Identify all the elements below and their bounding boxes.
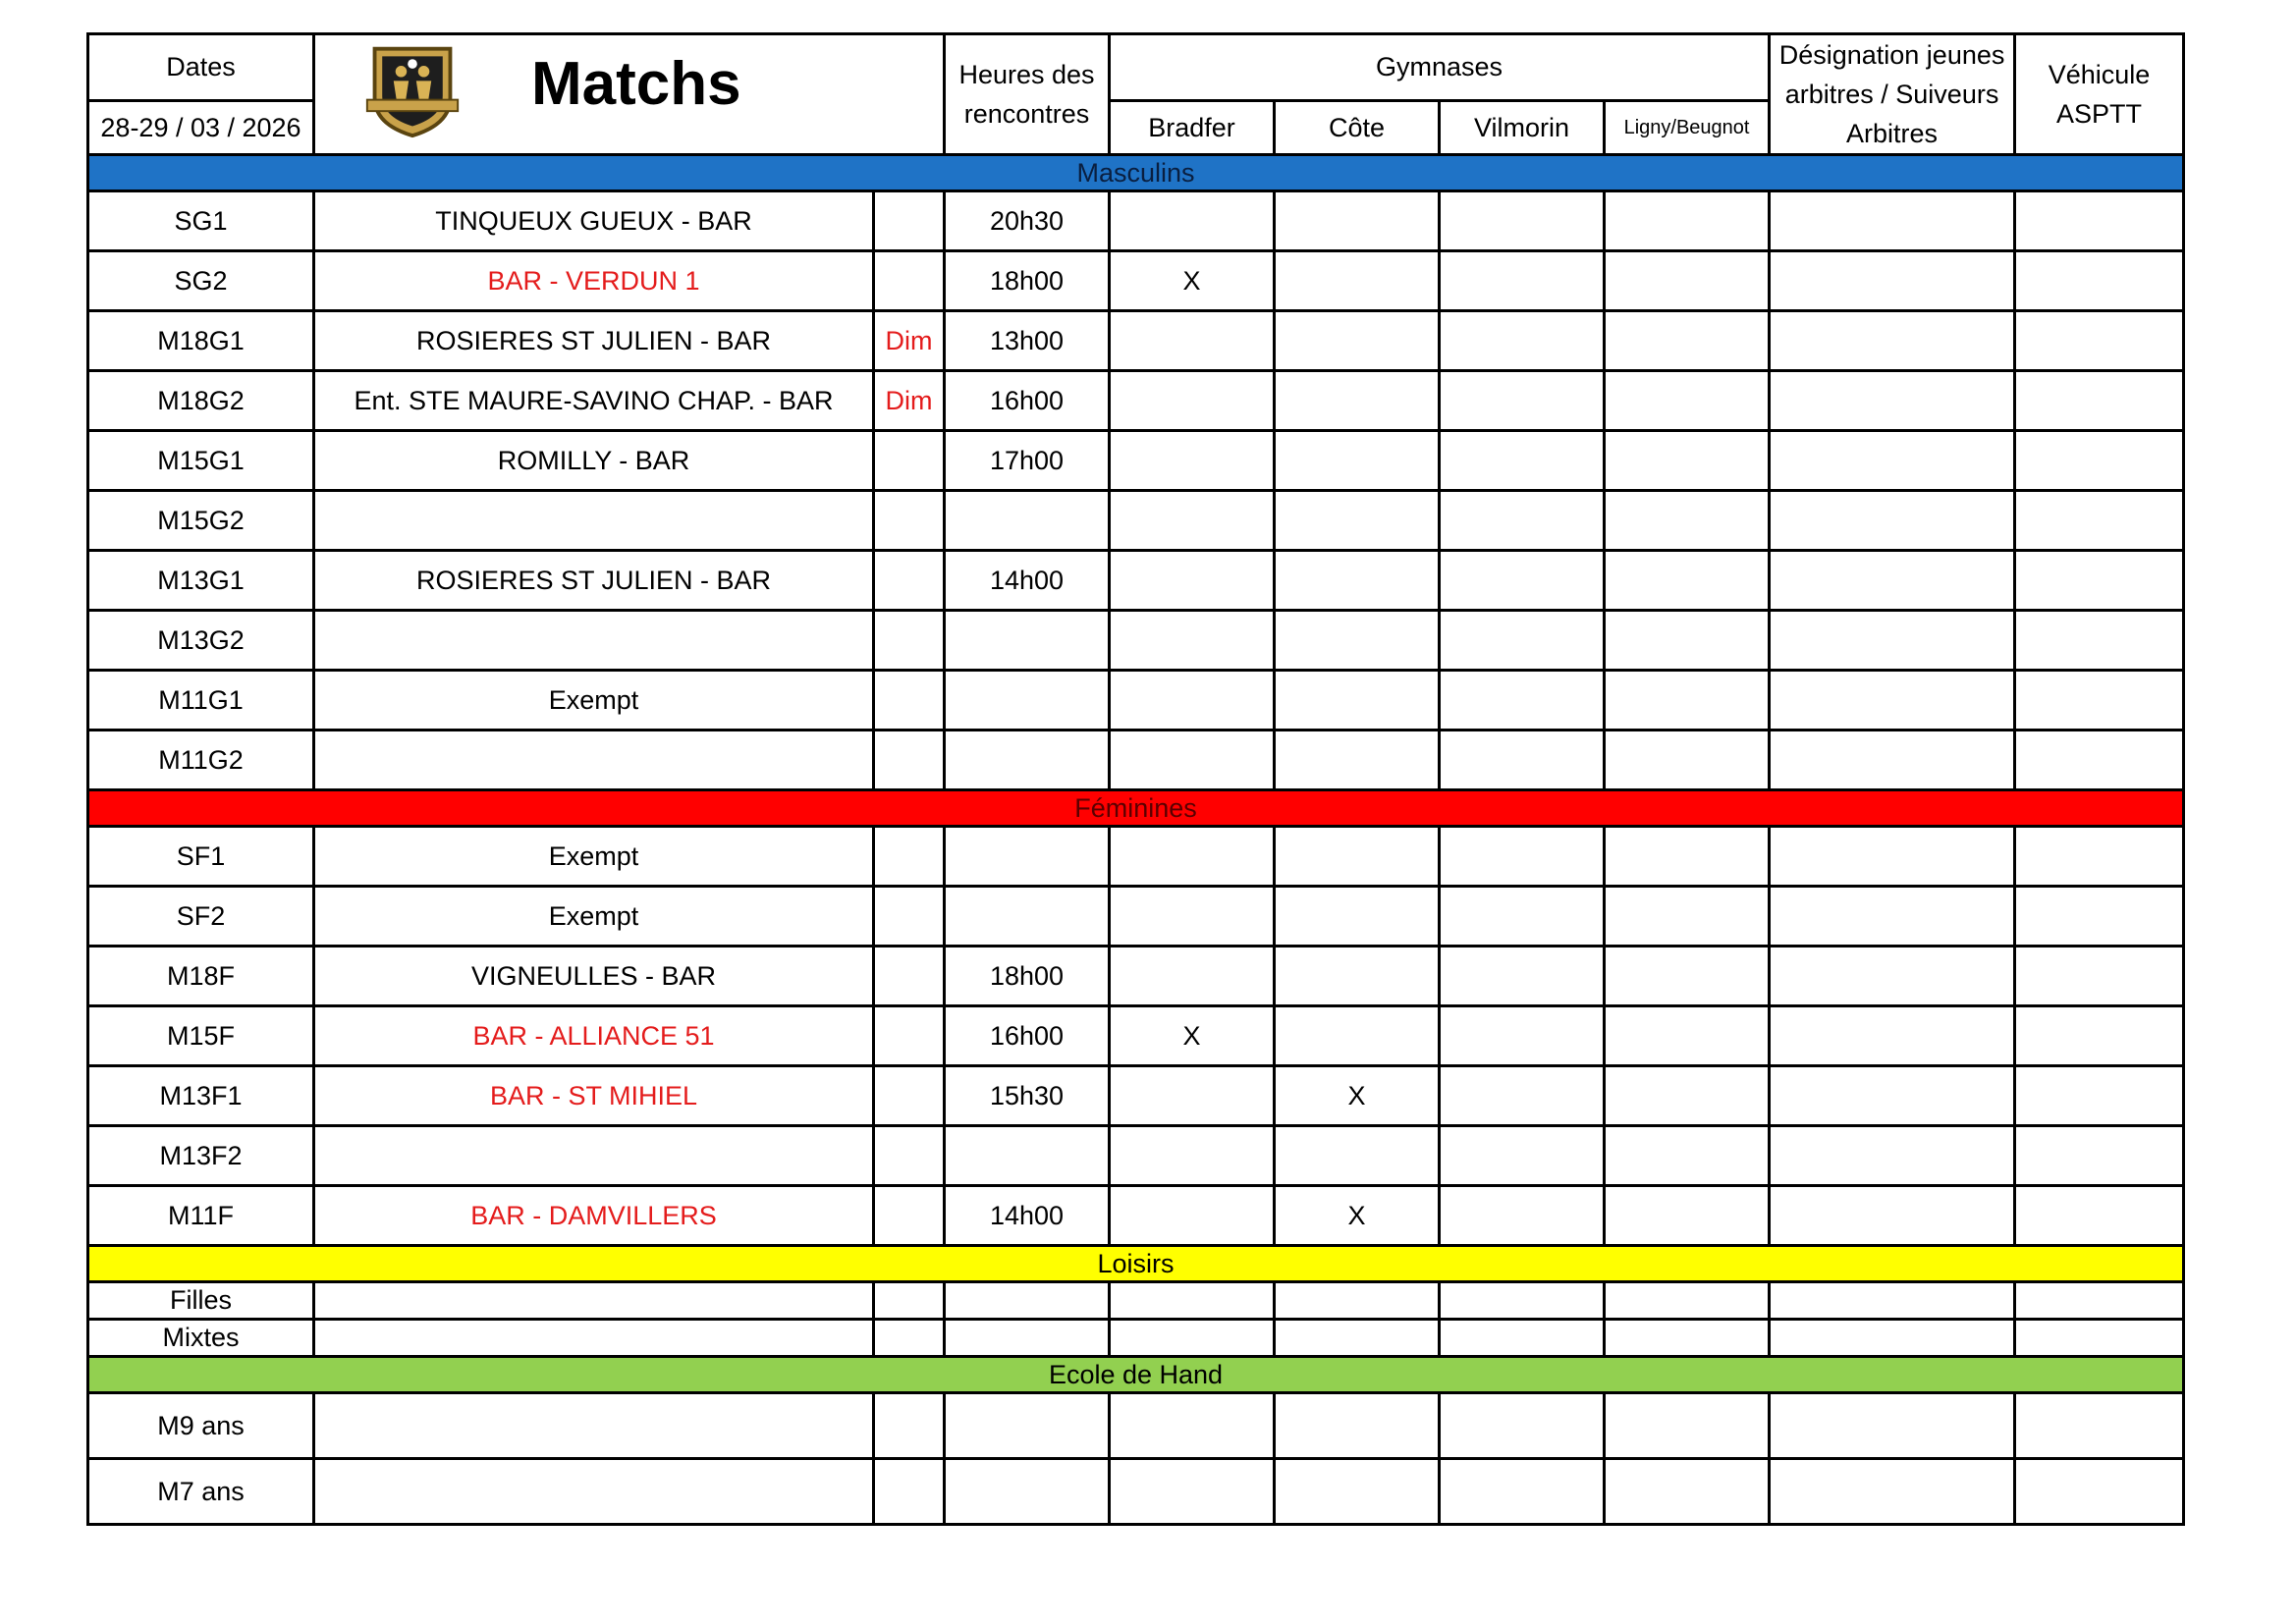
gym-ligny-cell [1605,371,1770,431]
match-cell [314,1126,874,1186]
gym-bradfer-cell [1110,731,1275,790]
gym-bradfer-cell: X [1110,1006,1275,1066]
designation-cell [1770,551,2015,611]
time-cell: 16h00 [945,371,1110,431]
match-cell: BAR - ST MIHIEL [314,1066,874,1126]
designation-cell [1770,611,2015,671]
vehicule-cell [2015,887,2184,947]
gym-vilmorin-cell [1440,311,1605,371]
category-cell: M11F [88,1186,314,1246]
time-cell: 15h30 [945,1066,1110,1126]
designation-cell [1770,1006,2015,1066]
match-cell: ROSIERES ST JULIEN - BAR [314,551,874,611]
gym-cote-cell [1275,191,1440,251]
match-cell: Exempt [314,887,874,947]
gym-ligny-cell [1605,431,1770,491]
table-row [88,1320,2184,1357]
gym-ligny-cell [1605,311,1770,371]
gym-vilmorin-cell [1440,1186,1605,1246]
table-row [88,947,2184,1006]
club-logo-icon [364,41,461,139]
gym-cote-cell [1275,491,1440,551]
vehicule-cell [2015,947,2184,1006]
day-cell [874,251,945,311]
vehicule-cell [2015,1066,2184,1126]
time-cell: 18h00 [945,251,1110,311]
time-cell [945,827,1110,887]
gym-ligny-cell [1605,731,1770,790]
day-cell [874,1126,945,1186]
designation-header: Désignation jeunes arbitres / Suiveurs Arbitres [1770,34,2015,155]
match-cell: Exempt [314,827,874,887]
gym-cote-cell [1275,371,1440,431]
time-cell [945,1393,1110,1459]
category-cell: M13F1 [88,1066,314,1126]
day-cell [874,1186,945,1246]
gym-cote-cell: X [1275,1066,1440,1126]
table-row [88,1282,2184,1320]
vehicule-cell [2015,1393,2184,1459]
section-masculins-label: Masculins [88,155,2184,191]
time-cell [945,491,1110,551]
category-cell: SG2 [88,251,314,311]
time-cell [945,611,1110,671]
category-cell: Mixtes [88,1320,314,1357]
gym-ligny-cell [1605,827,1770,887]
category-cell: M18G1 [88,311,314,371]
gym-ligny-cell [1605,1186,1770,1246]
gym-vilmorin-cell [1440,431,1605,491]
gym-ligny-cell [1605,1282,1770,1320]
gym-cote-cell [1275,551,1440,611]
table-row [88,1066,2184,1126]
category-cell: M13G2 [88,611,314,671]
gym-cote-cell [1275,431,1440,491]
gym-bradfer-cell [1110,371,1275,431]
vehicule-cell [2015,191,2184,251]
gym-bradfer-cell [1110,1320,1275,1357]
gym-vilmorin-cell [1440,251,1605,311]
designation-cell [1770,1393,2015,1459]
gym-bradfer-cell [1110,1066,1275,1126]
gym-bradfer-cell [1110,947,1275,1006]
table-row [88,887,2184,947]
gym-ligny-cell [1605,1459,1770,1525]
gym-cote-cell [1275,1006,1440,1066]
match-cell [314,1320,874,1357]
time-cell [945,1282,1110,1320]
table-row [88,1393,2184,1459]
table-row [88,431,2184,491]
gym-vilmorin-cell [1440,611,1605,671]
gym-vilmorin-cell [1440,731,1605,790]
day-cell [874,1393,945,1459]
table-row [88,1186,2184,1246]
day-cell [874,431,945,491]
section-loisirs [88,1246,2184,1282]
gym-vilmorin-cell [1440,371,1605,431]
category-cell: Filles [88,1282,314,1320]
match-cell [314,611,874,671]
gym-vilmorin-cell [1440,827,1605,887]
match-cell [314,1459,874,1525]
vehicule-cell [2015,731,2184,790]
vehicule-cell [2015,1006,2184,1066]
gym-cote-cell [1275,947,1440,1006]
page-title: Matchs [531,50,741,118]
gym-cote-cell: X [1275,1186,1440,1246]
gym-vilmorin-cell [1440,1320,1605,1357]
designation-cell [1770,311,2015,371]
category-cell: SF2 [88,887,314,947]
category-cell: M18F [88,947,314,1006]
match-cell: BAR - DAMVILLERS [314,1186,874,1246]
section-masculins [88,155,2184,191]
match-cell: VIGNEULLES - BAR [314,947,874,1006]
match-cell: ROSIERES ST JULIEN - BAR [314,311,874,371]
dates-value: 28-29 / 03 / 2026 [88,101,314,155]
table-row [88,671,2184,731]
gym-bradfer-cell [1110,671,1275,731]
gym-ligny-cell [1605,887,1770,947]
gym-ligny-cell [1605,1006,1770,1066]
gym-vilmorin-cell [1440,1282,1605,1320]
designation-cell [1770,371,2015,431]
designation-cell [1770,431,2015,491]
designation-cell [1770,191,2015,251]
gym-vilmorin-cell [1440,1393,1605,1459]
gym-cote-cell [1275,887,1440,947]
designation-cell [1770,491,2015,551]
gym-bradfer-cell [1110,491,1275,551]
gym-cote-cell [1275,827,1440,887]
designation-cell [1770,1282,2015,1320]
designation-cell [1770,731,2015,790]
vehicule-cell [2015,251,2184,311]
designation-cell [1770,947,2015,1006]
gym-cote-cell [1275,251,1440,311]
time-cell: 14h00 [945,1186,1110,1246]
match-cell [314,731,874,790]
match-cell: Exempt [314,671,874,731]
table-row [88,1459,2184,1525]
gym-bradfer-cell: X [1110,251,1275,311]
table-row [88,1126,2184,1186]
gym-vilmorin-cell [1440,671,1605,731]
gym-vilmorin-cell [1440,1126,1605,1186]
time-cell: 13h00 [945,311,1110,371]
category-cell: M13G1 [88,551,314,611]
vehicule-cell [2015,311,2184,371]
match-cell: TINQUEUX GUEUX - BAR [314,191,874,251]
vehicule-cell [2015,611,2184,671]
gym-ligny-cell [1605,551,1770,611]
match-cell: Ent. STE MAURE-SAVINO CHAP. - BAR [314,371,874,431]
time-cell [945,1459,1110,1525]
gym-bradfer-cell [1110,1393,1275,1459]
day-cell [874,551,945,611]
gym-ligny-cell [1605,671,1770,731]
gym-vilmorin-cell [1440,887,1605,947]
day-cell [874,1320,945,1357]
category-cell: M7 ans [88,1459,314,1525]
gym-ligny-cell [1605,1066,1770,1126]
designation-cell [1770,1320,2015,1357]
time-cell [945,1320,1110,1357]
gym-vilmorin-cell [1440,1459,1605,1525]
day-cell [874,611,945,671]
gym-ligny-cell [1605,611,1770,671]
designation-cell [1770,827,2015,887]
section-loisirs-label: Loisirs [88,1246,2184,1282]
category-cell: M13F2 [88,1126,314,1186]
gymnases-header: Gymnases [1110,34,1770,101]
gym-bradfer-cell [1110,1459,1275,1525]
gym-ligny-cell [1605,251,1770,311]
gym-bradfer-cell [1110,1282,1275,1320]
gym-vilmorin-cell [1440,191,1605,251]
section-ecole-de-hand-label: Ecole de Hand [88,1357,2184,1393]
category-cell: SF1 [88,827,314,887]
time-cell [945,671,1110,731]
vehicule-cell [2015,1320,2184,1357]
section-feminines-label: Féminines [88,790,2184,827]
gym-bradfer-cell [1110,887,1275,947]
designation-cell [1770,671,2015,731]
gym-ligny-cell [1605,191,1770,251]
heures-header: Heures des rencontres [945,34,1110,155]
gym-ligny-cell [1605,491,1770,551]
category-cell: M15G1 [88,431,314,491]
gym-cote-cell [1275,311,1440,371]
gym-bradfer-cell [1110,611,1275,671]
table-row [88,611,2184,671]
day-cell [874,887,945,947]
time-cell: 14h00 [945,551,1110,611]
vehicule-cell [2015,1126,2184,1186]
designation-cell [1770,251,2015,311]
vehicule-cell [2015,1459,2184,1525]
table-row [88,191,2184,251]
table-row [88,551,2184,611]
day-cell [874,731,945,790]
gym-header-bradfer: Bradfer [1110,101,1275,155]
gym-cote-cell [1275,1459,1440,1525]
gym-vilmorin-cell [1440,947,1605,1006]
section-ecole-de-hand [88,1357,2184,1393]
gym-header-vilmorin: Vilmorin [1440,101,1605,155]
gym-ligny-cell [1605,947,1770,1006]
designation-cell [1770,1459,2015,1525]
category-cell: M15G2 [88,491,314,551]
gym-bradfer-cell [1110,431,1275,491]
time-cell: 17h00 [945,431,1110,491]
gym-header-cote: Côte [1275,101,1440,155]
gym-bradfer-cell [1110,1126,1275,1186]
day-cell [874,191,945,251]
vehicule-cell [2015,431,2184,491]
category-cell: M11G1 [88,671,314,731]
table-row [88,731,2184,790]
gym-vilmorin-cell [1440,1066,1605,1126]
vehicule-cell [2015,827,2184,887]
table-row [88,491,2184,551]
vehicule-cell [2015,1186,2184,1246]
time-cell: 16h00 [945,1006,1110,1066]
gym-vilmorin-cell [1440,491,1605,551]
table-row [88,827,2184,887]
gym-vilmorin-cell [1440,551,1605,611]
category-cell: M15F [88,1006,314,1066]
day-cell [874,491,945,551]
designation-cell [1770,1186,2015,1246]
table-row [88,251,2184,311]
gym-ligny-cell [1605,1320,1770,1357]
category-cell: M11G2 [88,731,314,790]
gym-header-ligny-beugnot: Ligny/Beugnot [1605,101,1770,155]
day-cell [874,1459,945,1525]
vehicule-cell [2015,671,2184,731]
designation-cell [1770,1066,2015,1126]
day-cell [874,671,945,731]
gym-ligny-cell [1605,1126,1770,1186]
match-schedule-table [86,32,2185,1526]
dates-label: Dates [88,34,314,101]
designation-cell [1770,1126,2015,1186]
vehicule-cell [2015,371,2184,431]
time-cell [945,887,1110,947]
gym-cote-cell [1275,1320,1440,1357]
day-cell [874,947,945,1006]
designation-cell [1770,887,2015,947]
match-cell [314,1393,874,1459]
day-cell [874,1282,945,1320]
day-cell: Dim [874,371,945,431]
day-cell: Dim [874,311,945,371]
category-cell: M9 ans [88,1393,314,1459]
match-cell [314,1282,874,1320]
gym-cote-cell [1275,671,1440,731]
time-cell: 20h30 [945,191,1110,251]
time-cell: 18h00 [945,947,1110,1006]
day-cell [874,1066,945,1126]
vehicule-cell [2015,551,2184,611]
gym-cote-cell [1275,1282,1440,1320]
gym-cote-cell [1275,611,1440,671]
gym-vilmorin-cell [1440,1006,1605,1066]
time-cell [945,1126,1110,1186]
gym-ligny-cell [1605,1393,1770,1459]
gym-cote-cell [1275,1393,1440,1459]
gym-bradfer-cell [1110,311,1275,371]
gym-cote-cell [1275,731,1440,790]
gym-bradfer-cell [1110,1186,1275,1246]
section-feminines [88,790,2184,827]
match-cell: ROMILLY - BAR [314,431,874,491]
day-cell [874,827,945,887]
gym-bradfer-cell [1110,827,1275,887]
gym-bradfer-cell [1110,551,1275,611]
time-cell [945,731,1110,790]
vehicule-cell [2015,1282,2184,1320]
title-cell [314,34,945,155]
table-row [88,1006,2184,1066]
match-cell: BAR - VERDUN 1 [314,251,874,311]
table-row [88,371,2184,431]
vehicule-cell [2015,491,2184,551]
category-cell: SG1 [88,191,314,251]
match-cell [314,491,874,551]
category-cell: M18G2 [88,371,314,431]
vehicule-header: Véhicule ASPTT [2015,34,2184,155]
gym-cote-cell [1275,1126,1440,1186]
day-cell [874,1006,945,1066]
gym-bradfer-cell [1110,191,1275,251]
match-cell: BAR - ALLIANCE 51 [314,1006,874,1066]
table-row [88,311,2184,371]
